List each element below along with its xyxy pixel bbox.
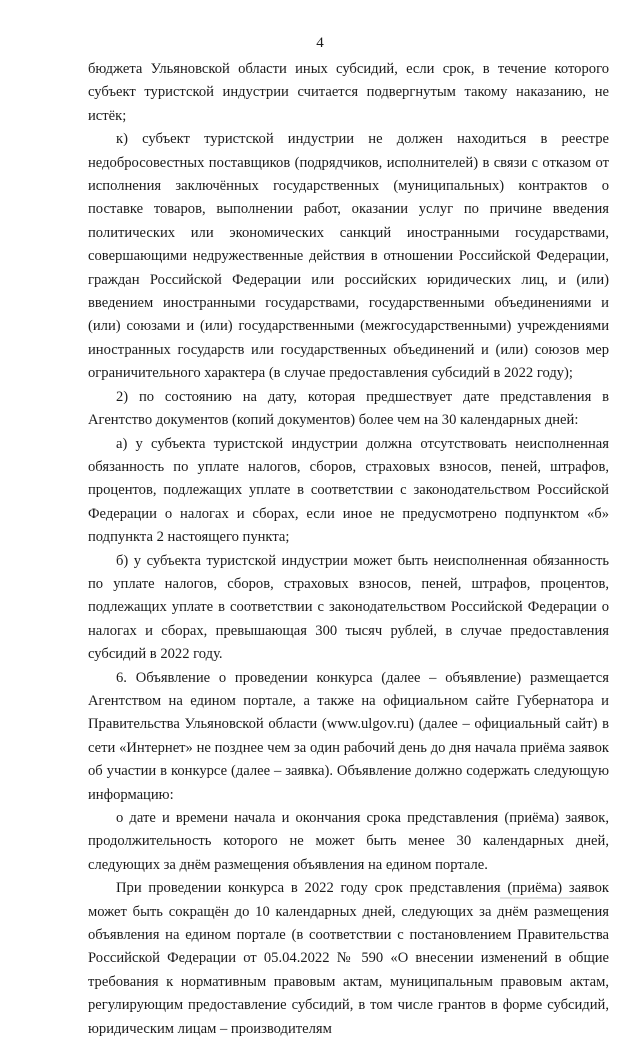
document-body (88, 58, 609, 1041)
scan-smudge (500, 897, 590, 899)
page-number: 4 (316, 35, 324, 51)
paragraph-item-2: 2) по состоянию на дату, которая предшествует дате представления в Агентство документов (копий документов) более чем на 30 календарных дней: (88, 388, 609, 429)
paragraph-2022-rule: При проведении конкурса в 2022 году срок представления (приёма) заявок может быть сокращён до 10 календарных дней, следующих за днём размещения объявления на едином портале (в соответствии с постановлением Правительства Российской Федерации от 05.04.2022 № 590 «О внесении изменений в общие требования к нормативным правовым актам, муниципальным правовым актам, регулирующим предоставление субсидий, в том числе грантов в форме субсидий, юридическим лицам – производителям (88, 880, 609, 1037)
paragraph-deadline-info: о дате и времени начала и окончания срока представления (приёма) заявок, продолжительность которого не может быть менее 30 календарных дней, следующих за днём размещения объявления на едином портале. (88, 810, 609, 873)
paragraph-section-6: 6. Объявление о проведении конкурса (далее – объявление) размещается Агентством на едином портале, а также на официальном сайте Губернатора и Правительства Ульяновской области (www.ulgov.ru) (далее – официальный сайт) в сети «Интернет» не позднее чем за один рабочий день до дня начала приёма заявок об участии в конкурсе (далее – заявка). Объявление должно содержать следующую информацию: (88, 669, 609, 803)
paragraph-subitem-b: б) у субъекта туристской индустрии может быть неисполненная обязанность по уплате налогов, сборов, страховых взносов, пеней, штрафов, процентов, подлежащих уплате в соответствии с законодательством Российской Федерации о налогах и сборах, превышающая 300 тысяч рублей, в случае предоставления субсидий в 2022 году. (88, 552, 609, 663)
paragraph-continuation: бюджета Ульяновской области иных субсидий, если срок, в течение которого субъект туристской индустрии считается подвергнутым такому наказанию, не истёк; (88, 61, 609, 124)
paragraph-subitem-a: а) у субъекта туристской индустрии должна отсутствовать неисполненная обязанность по уплате налогов, сборов, страховых взносов, пеней, штрафов, процентов, подлежащих уплате в соответствии с законодательством Российской Федерации о налогах и сборах, если иное не предусмотрено подпунктом «б» подпункта 2 настоящего пункта; (88, 435, 609, 546)
paragraph-item-k: к) субъект туристской индустрии не должен находиться в реестре недобросовестных поставщиков (подрядчиков, исполнителей) в связи с отказом от исполнения заключённых государственных (муниципальных) контрактов о поставке товаров, выполнении работ, оказании услуг по причине введения политических или экономических санкций иностранными государствами, совершающими недружественные действия в отношении Российской Федерации, граждан Российской Федерации или российских юридических лиц, и (или) введением иностранными государствами, государственными объединениями и (или) союзами и (или) государственными (межгосударственными) учреждениями иностранных государств или государственных объединений и (или) союзов мер ограничительного характера (в случае предоставления субсидий в 2022 году); (88, 131, 609, 382)
